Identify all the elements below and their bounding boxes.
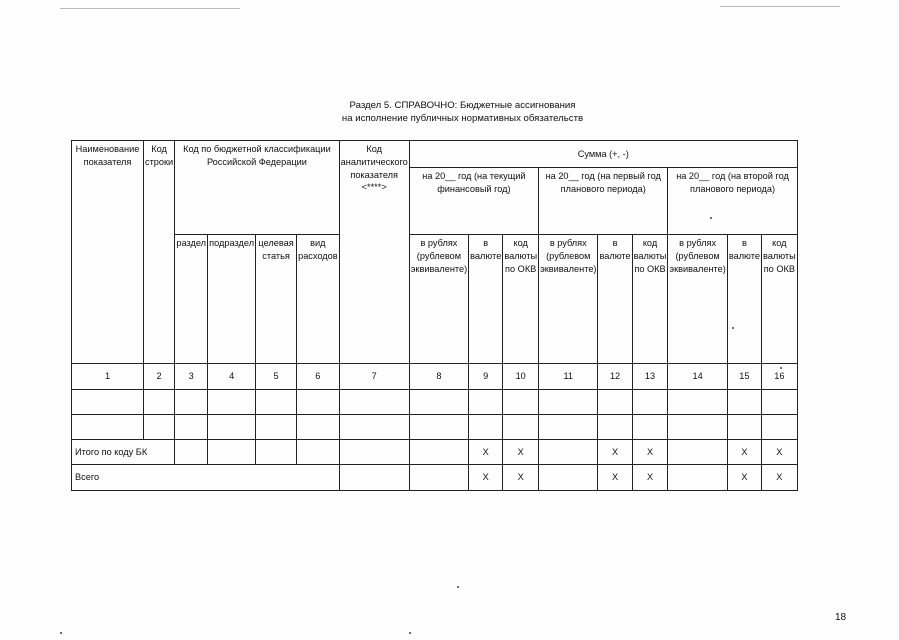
header-current-okv: код валюты по ОКВ — [503, 235, 539, 364]
header-period-first: на 20__ год (на первый год планового периода) — [539, 168, 668, 235]
header-second-currency: в валюте — [727, 235, 761, 364]
x-mark: Х — [503, 465, 539, 491]
header-current-rubles: в рублях (рублевом эквиваленте) — [409, 235, 468, 364]
header-first-okv: код валюты по ОКВ — [632, 235, 668, 364]
column-number: 10 — [503, 364, 539, 390]
column-number: 2 — [144, 364, 175, 390]
empty-cell — [409, 465, 468, 491]
empty-cell — [144, 415, 175, 440]
grand-total-label: Всего — [72, 465, 340, 491]
column-number: 16 — [761, 364, 797, 390]
empty-cell — [668, 390, 727, 415]
empty-cell — [297, 415, 340, 440]
empty-cell — [72, 415, 144, 440]
section-title-line-2: на исполнение публичных нормативных обязательств — [341, 113, 584, 124]
empty-cell — [175, 390, 208, 415]
empty-data-row — [72, 415, 798, 440]
column-number: 11 — [539, 364, 598, 390]
empty-cell — [727, 415, 761, 440]
x-mark: Х — [598, 465, 632, 491]
x-mark: Х — [598, 440, 632, 465]
empty-cell — [539, 390, 598, 415]
empty-cell — [256, 440, 297, 465]
empty-cell — [297, 440, 340, 465]
empty-cell — [72, 390, 144, 415]
empty-cell — [727, 390, 761, 415]
empty-cell — [409, 440, 468, 465]
header-second-rubles: в рублях (рублевом эквиваленте) — [668, 235, 727, 364]
empty-cell — [175, 440, 208, 465]
column-number: 9 — [469, 364, 503, 390]
header-sum: Сумма (+, -) — [409, 141, 797, 168]
empty-cell — [339, 390, 409, 415]
empty-cell — [339, 440, 409, 465]
column-number: 8 — [409, 364, 468, 390]
header-row-3 — [72, 235, 798, 364]
empty-data-row — [72, 390, 798, 415]
empty-cell — [175, 415, 208, 440]
empty-cell — [256, 415, 297, 440]
empty-cell — [339, 465, 409, 491]
x-mark: Х — [632, 440, 668, 465]
empty-cell — [668, 465, 727, 491]
header-period-current: на 20__ год (на текущий финансовый год) — [409, 168, 538, 235]
column-number: 15 — [727, 364, 761, 390]
empty-cell — [409, 390, 468, 415]
empty-cell — [409, 415, 468, 440]
column-number: 1 — [72, 364, 144, 390]
header-period-second: на 20__ год (на второй год планового периода) — [668, 168, 797, 235]
empty-cell — [256, 390, 297, 415]
header-indicator-name: Наименование показателя — [72, 141, 144, 364]
x-mark: Х — [469, 440, 503, 465]
scan-line — [60, 8, 240, 9]
empty-cell — [208, 440, 256, 465]
scan-speck — [409, 632, 411, 634]
section-title — [300, 99, 625, 125]
empty-cell — [632, 415, 668, 440]
header-first-rubles: в рублях (рублевом эквиваленте) — [539, 235, 598, 364]
header-expense-type: вид расходов — [297, 235, 340, 364]
header-bk-code: Код по бюджетной классификации Российской Федерации — [175, 141, 339, 235]
section-title-line-1: Раздел 5. СПРАВОЧНО: Бюджетные ассигнования — [349, 100, 576, 111]
empty-cell — [761, 415, 797, 440]
empty-cell — [503, 415, 539, 440]
empty-cell — [598, 415, 632, 440]
empty-cell — [297, 390, 340, 415]
grand-total-row — [72, 465, 798, 491]
header-row-code: Код строки — [144, 141, 175, 364]
total-by-bk-label: Итого по коду БК — [72, 440, 175, 465]
header-analytic-code: Код аналитического показателя <****> — [339, 141, 409, 364]
header-first-currency: в валюте — [598, 235, 632, 364]
empty-cell — [539, 465, 598, 491]
empty-cell — [503, 390, 539, 415]
empty-cell — [761, 390, 797, 415]
column-number: 14 — [668, 364, 727, 390]
column-number: 4 — [208, 364, 256, 390]
empty-cell — [469, 390, 503, 415]
empty-cell — [339, 415, 409, 440]
x-mark: Х — [761, 465, 797, 491]
x-mark: Х — [469, 465, 503, 491]
empty-cell — [208, 415, 256, 440]
empty-cell — [632, 390, 668, 415]
column-number: 5 — [256, 364, 297, 390]
column-number: 7 — [339, 364, 409, 390]
empty-cell — [469, 415, 503, 440]
scan-line — [720, 6, 840, 7]
column-number-row — [72, 364, 798, 390]
header-subsection: подраздел — [208, 235, 256, 364]
empty-cell — [144, 390, 175, 415]
header-current-currency: в валюте — [469, 235, 503, 364]
page-number: 18 — [835, 612, 847, 623]
column-number: 6 — [297, 364, 340, 390]
scan-speck — [457, 586, 459, 588]
column-number: 3 — [175, 364, 208, 390]
header-section: раздел — [175, 235, 208, 364]
x-mark: Х — [761, 440, 797, 465]
budget-table — [71, 140, 798, 491]
scan-speck — [60, 632, 62, 634]
empty-cell — [539, 440, 598, 465]
empty-cell — [208, 390, 256, 415]
total-by-bk-row — [72, 440, 798, 465]
column-number: 12 — [598, 364, 632, 390]
column-number: 13 — [632, 364, 668, 390]
empty-cell — [539, 415, 598, 440]
header-second-okv: код валюты по ОКВ — [761, 235, 797, 364]
header-target-item: целевая статья — [256, 235, 297, 364]
x-mark: Х — [727, 440, 761, 465]
x-mark: Х — [632, 465, 668, 491]
empty-cell — [598, 390, 632, 415]
empty-cell — [668, 440, 727, 465]
x-mark: Х — [727, 465, 761, 491]
empty-cell — [668, 415, 727, 440]
header-row-1 — [72, 141, 798, 168]
x-mark: Х — [503, 440, 539, 465]
